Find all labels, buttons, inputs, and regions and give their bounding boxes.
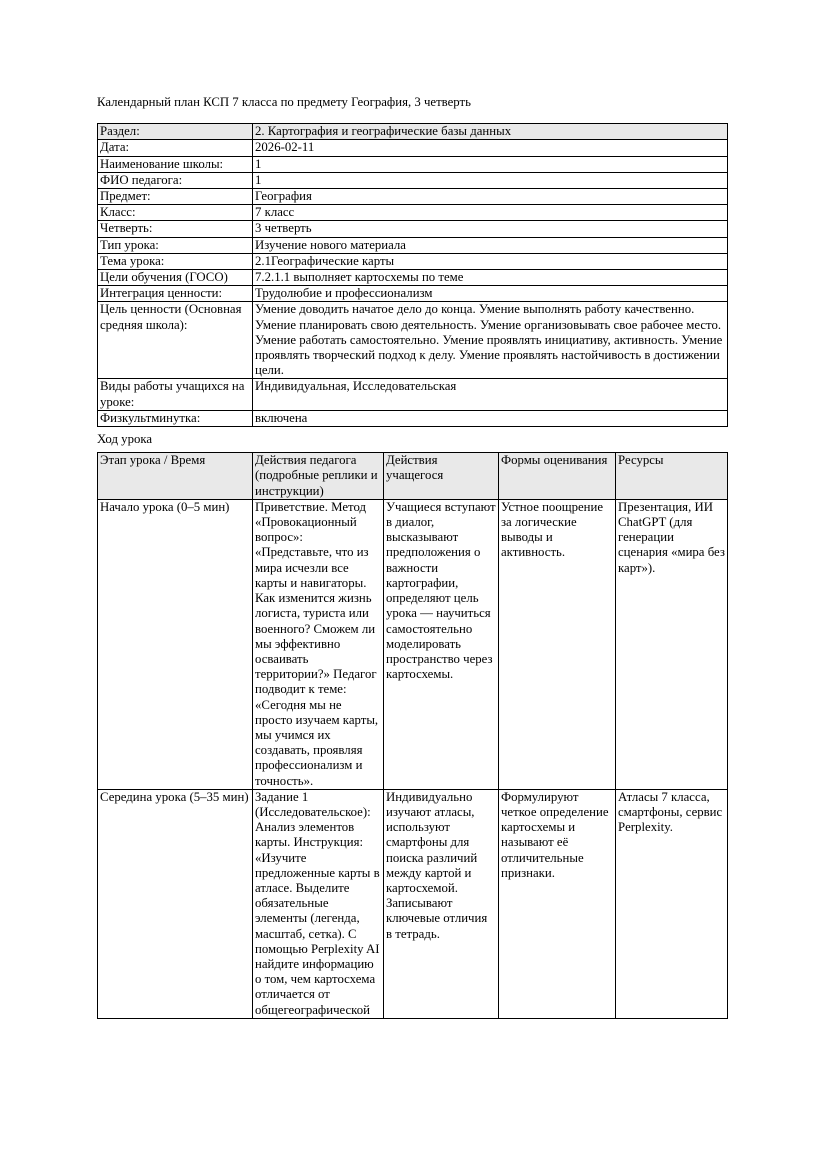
info-label: Предмет: [98, 189, 253, 205]
info-value: 1 [253, 156, 728, 172]
info-row [98, 189, 728, 205]
student-actions-cell: Индивидуально изучают атласы, используют смартфоны для поиска различий между картой и картосхемой. Записывают ключевые отличия в тетрадь. [384, 789, 499, 1018]
info-label: Дата: [98, 140, 253, 156]
info-value: 3 четверть [253, 221, 728, 237]
info-label: Наименование школы: [98, 156, 253, 172]
lesson-header-resources: Ресурсы [616, 453, 728, 500]
lesson-table [97, 452, 728, 1019]
info-label: Тип урока: [98, 237, 253, 253]
info-label: Тема урока: [98, 253, 253, 269]
teacher-actions-cell: Приветствие. Метод «Провокационный вопрос»: «Представьте, что из мира исчезли все карты и навигаторы. Как изменится жизнь логиста, туриста или военного? Сможем ли мы эффективно осваивать территории?» Педагог подводит к теме: «Сегодня мы не просто изучаем карты, мы учимся их создавать, проявляя профессионализм и точность». [253, 499, 384, 789]
section-heading: Ход урока [97, 432, 153, 447]
lesson-row [98, 499, 728, 789]
info-row [98, 237, 728, 253]
lesson-header-row [98, 453, 728, 500]
info-row [98, 270, 728, 286]
info-row [98, 286, 728, 302]
info-label: Четверть: [98, 221, 253, 237]
info-value: Индивидуальная, Исследовательская [253, 379, 728, 410]
info-row [98, 156, 728, 172]
info-value: 7.2.1.1 выполняет картосхемы по теме [253, 270, 728, 286]
resources-cell: Презентация, ИИ ChatGPT (для генерации сценария «мира без карт»). [616, 499, 728, 789]
info-label: Цель ценности (Основная средняя школа): [98, 302, 253, 379]
info-row [98, 221, 728, 237]
info-label: Виды работы учащихся на уроке: [98, 379, 253, 410]
assessment-cell: Формулируют четкое определение картосхемы и называют её отличительные признаки. [499, 789, 616, 1018]
lesson-header-assessment: Формы оценивания [499, 453, 616, 500]
lesson-header-teacher: Действия педагога (подробные реплики и инструкции) [253, 453, 384, 500]
assessment-cell: Устное поощрение за логические выводы и активность. [499, 499, 616, 789]
info-row [98, 302, 728, 379]
info-label: Раздел: [98, 124, 253, 140]
info-value: включена [253, 410, 728, 426]
lesson-header-stage: Этап урока / Время [98, 453, 253, 500]
info-value: Трудолюбие и профессионализм [253, 286, 728, 302]
info-value: 1 [253, 172, 728, 188]
info-value: 2026-02-11 [253, 140, 728, 156]
info-label: ФИО педагога: [98, 172, 253, 188]
lesson-row [98, 789, 728, 1018]
teacher-actions-cell: Задание 1 (Исследовательское): Анализ элементов карты. Инструкция: «Изучите предложенные карты в атласе. Выделите обязательные элементы (легенда, масштаб, сетка). С помощью Perplexity AI найдите информацию о том, чем картосхема отличается от общегеографической [253, 789, 384, 1018]
info-value: География [253, 189, 728, 205]
info-value: Изучение нового материала [253, 237, 728, 253]
document-content [97, 95, 727, 1019]
resources-cell: Атласы 7 класса, смартфоны, сервис Perplexity. [616, 789, 728, 1018]
info-table [97, 123, 728, 427]
info-row [98, 124, 728, 140]
info-value: 2.1Географические карты [253, 253, 728, 269]
stage-cell: Начало урока (0–5 мин) [98, 499, 253, 789]
info-row [98, 379, 728, 410]
info-label: Физкультминутка: [98, 410, 253, 426]
info-row [98, 410, 728, 426]
info-row [98, 140, 728, 156]
info-label: Интеграция ценности: [98, 286, 253, 302]
info-label: Класс: [98, 205, 253, 221]
info-value: Умение доводить начатое дело до конца. Умение выполнять работу качественно. Умение планировать свою деятельность. Умение организовывать свое рабочее место. Умение работать самостоятельно. Умение проявлять инициативу, активность. Умение проявлять творческий подход к делу. Умение проявлять настойчивость в достижении цели. [253, 302, 728, 379]
document-title: Календарный план КСП 7 класса по предмету География, 3 четверть [97, 95, 471, 109]
info-row [98, 172, 728, 188]
stage-cell: Середина урока (5–35 мин) [98, 789, 253, 1018]
info-row [98, 205, 728, 221]
info-label: Цели обучения (ГОСО) [98, 270, 253, 286]
info-value: 2. Картография и географические базы данных [253, 124, 728, 140]
info-row [98, 253, 728, 269]
info-value: 7 класс [253, 205, 728, 221]
student-actions-cell: Учащиеся вступают в диалог, высказывают предположения о важности картографии, определяют цель урока — научиться самостоятельно моделировать пространство через картосхемы. [384, 499, 499, 789]
lesson-header-student: Действия учащегося [384, 453, 499, 500]
